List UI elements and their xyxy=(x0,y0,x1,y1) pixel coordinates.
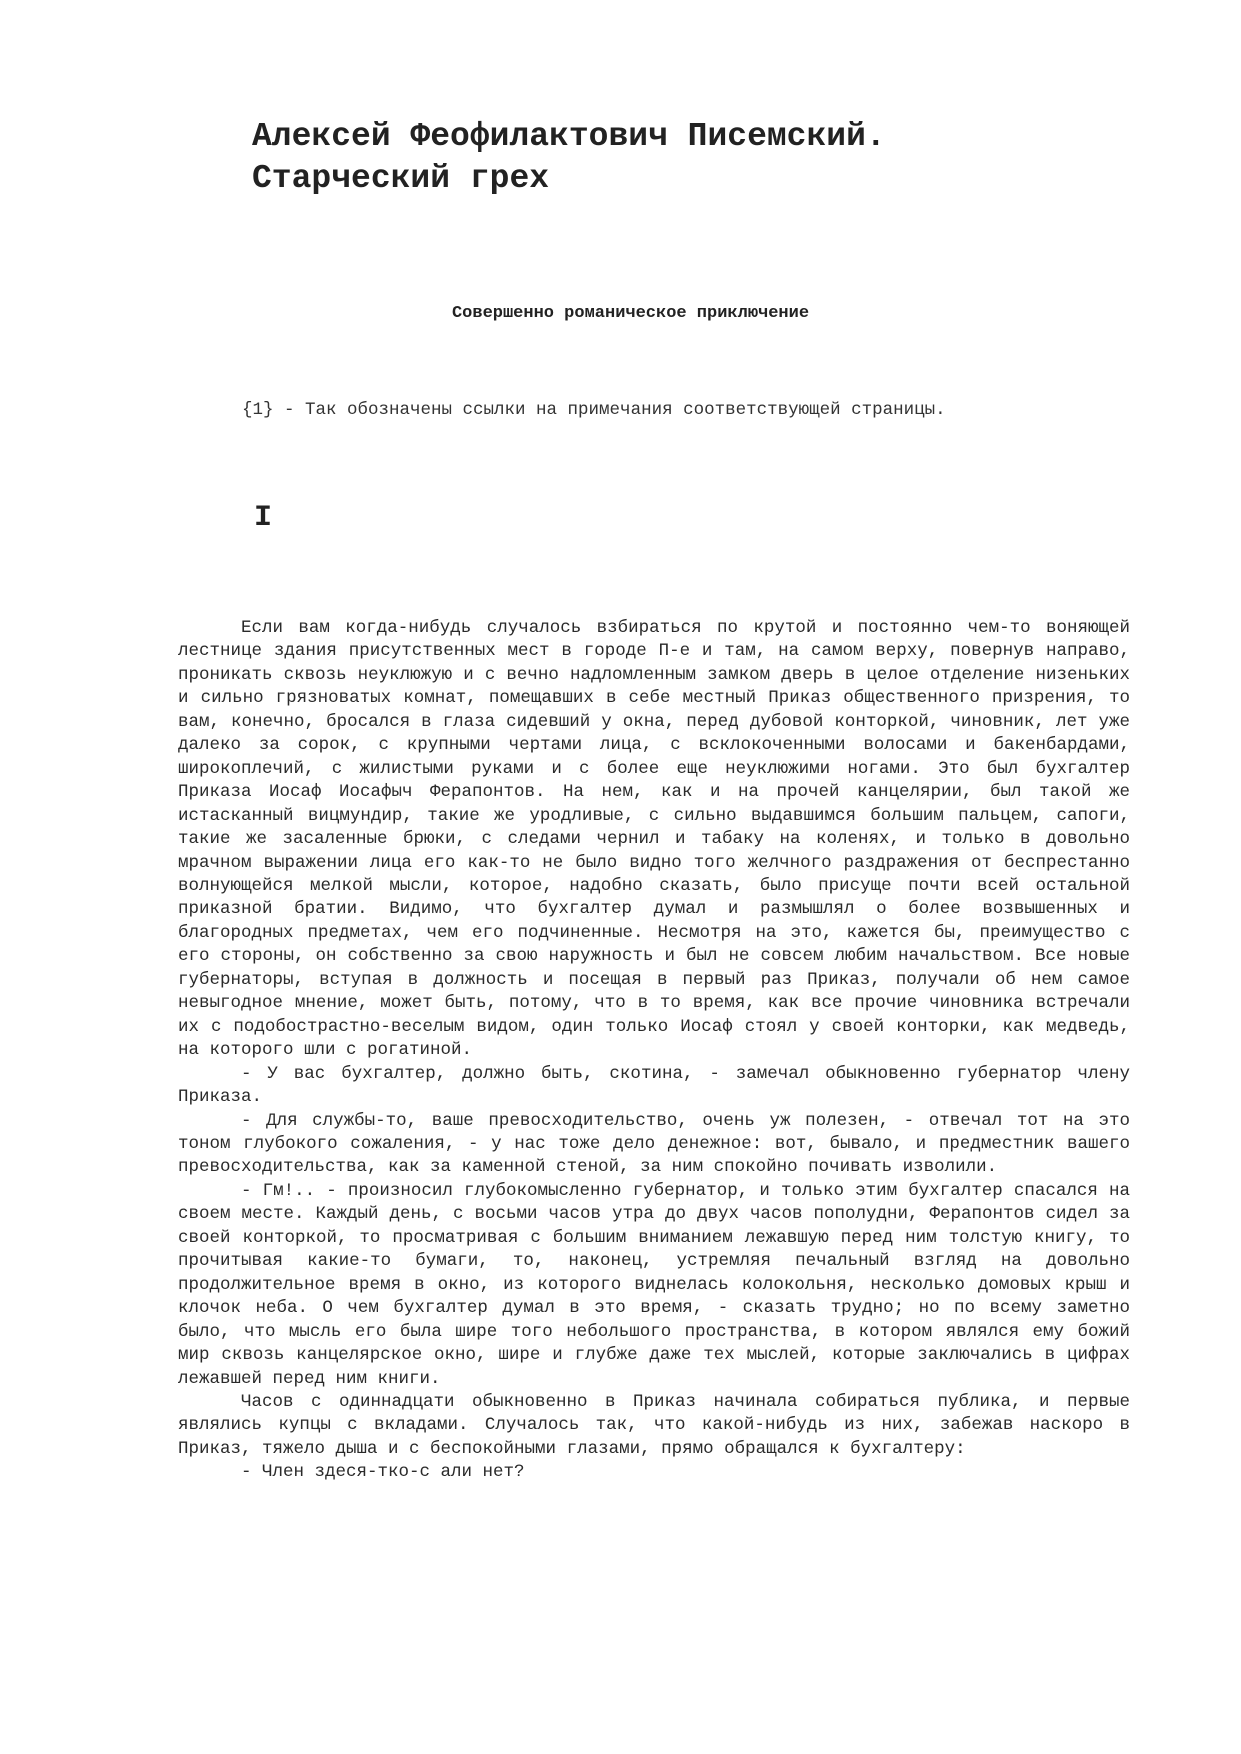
body-text xyxy=(178,617,1130,1485)
title-author-line: Алексей Феофилактович Писемский. xyxy=(252,118,886,155)
document-subtitle: Совершенно романическое приключение xyxy=(451,304,810,323)
paragraph: - У вас бухгалтер, должно быть, скотина, - замечал обыкновенно губернатор члену Приказа. xyxy=(178,1063,1130,1108)
paragraph: - Для службы-то, ваше превосходительство, очень уж полезен, - отвечал тот на это тоном глубокого сожаления, - у нас тоже дело денежное: вот, бывало, и предместник вашего превосходительства, как за каменной стеной, за ним спокойно почивать изволили. xyxy=(178,1110,1130,1178)
document-title xyxy=(252,116,1152,200)
paragraph: - Член здеся-тко-с али нет? xyxy=(241,1462,525,1483)
paragraph: Если вам когда-нибудь случалось взбираться по крутой и постоянно чем-то воняющей лестнице здания присутственных мест в городе П-е и там, на самом верху, повернув направо, проникать сквозь неуклюжую и с вечно надломленным замком дверь в целое отделение низеньких и сильно грязноватых комнат, помещавших в себе местный Приказ общественного призрения, то вам, конечно, бросался в глаза сидевший у окна, перед дубовой конторкой, чиновник, лет уже далеко за сорок, с крупными чертами лица, с всклокоченными волосами и бакенбардами, широкоплечий, с жилистыми руками и с более еще неуклюжими ногами. Это был бухгалтер Приказа Иосаф Иосафыч Ферапонтов. На нем, как и на прочей канцелярии, был такой же истасканный вицмундир, такие же уродливые, с сильно выдавшимся большим пальцем, сапоги, такие же засаленные брюки, с следами чернил и табаку на коленях, и только в довольно мрачном выражении лица его как-то не было видно того желчного раздражения от беспрестанно волнующейся мелкой мысли, которое, надобно сказать, было присуще почти всей остальной приказной братии. Видимо, что бухгалтер думал и размышлял о более возвышенных и благородных предметах, чем его подчиненные. Несмотря на это, кажется бы, преимущество с его стороны, он собственно за свою наружность и был не совсем любим начальством. Все новые губернаторы, вступая в должность и посещая в первый раз Приказ, получали об нем самое невыгодное мнение, может быть, потому, что в то время, как все прочие чиновника встречали их с подобострастно-веселым видом, один только Иосаф стоял у своей конторки, как медведь, на которого шли с рогатиной. xyxy=(178,618,1130,1061)
title-work-line: Старческий грех xyxy=(252,160,550,197)
chapter-heading: I xyxy=(254,501,273,535)
paragraph: Часов с одиннадцати обыкновенно в Приказ начинала собираться публика, и первые являлись купцы с вкладами. Случалось так, что какой-нибудь из них, забежав наскоро в Приказ, тяжело дыша и с беспокойными глазами, прямо обращался к бухгалтеру: xyxy=(178,1391,1130,1459)
paragraph: - Гм!.. - произносил глубокомысленно губернатор, и только этим бухгалтер спасался на своем месте. Каждый день, с восьми часов утра до двух часов пополудни, Ферапонтов сидел за своей конторкой, то просматривая с большим вниманием лежавшую перед ним толстую книгу, то прочитывая какие-то бумаги, то, наконец, устремляя печальный взгляд на довольно продолжительное время в окно, из которого виднелась колокольня, несколько домовых крыш и клочок неба. О чем бухгалтер думал в это время, - сказать трудно; но по всему заметно было, что мысль его была шире того небольшого пространства, в котором являлся ему божий мир сквозь канцелярское окно, шире и глубже даже тех мыслей, которые заключались в цифрах лежавшей перед ним книги. xyxy=(178,1180,1130,1389)
footnote-note: {1} - Так обозначены ссылки на примечания соответствующей страницы. xyxy=(242,400,946,420)
